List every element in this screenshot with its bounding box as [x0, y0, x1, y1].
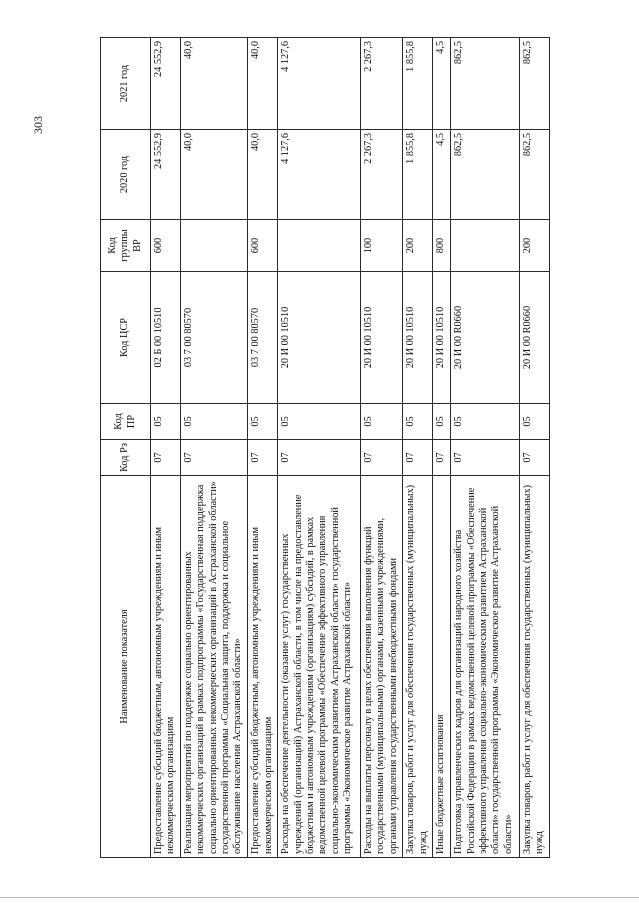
row-rz: 07	[433, 440, 451, 476]
row-vr: 200	[520, 220, 550, 272]
row-csr: 20 И 00 R0660	[520, 272, 550, 404]
table-row	[151, 38, 181, 858]
row-2020: 2 267,3	[361, 130, 403, 220]
row-name: Закупка товаров, работ и услуг для обеспечения государственных (муниципальных) нужд	[403, 476, 433, 858]
row-name: Предоставление субсидий бюджетным, автономным учреждениям и иным некоммерческим организациям	[151, 476, 181, 858]
row-csr: 20 И 00 10510	[433, 272, 451, 404]
row-rz: 07	[278, 440, 361, 476]
row-rz: 07	[151, 440, 181, 476]
row-csr: 20 И 00 10510	[403, 272, 433, 404]
table-row	[451, 38, 520, 858]
row-vr: 600	[151, 220, 181, 272]
row-rz: 07	[451, 440, 520, 476]
header-2020: 2020 год	[101, 130, 151, 220]
row-pr: 05	[248, 404, 278, 440]
scan-edge-line	[0, 897, 639, 898]
row-vr	[278, 220, 361, 272]
row-2020: 1 855,8	[403, 130, 433, 220]
row-vr: 200	[403, 220, 433, 272]
row-2020: 40,0	[248, 130, 278, 220]
row-csr: 20 И 00 10510	[361, 272, 403, 404]
table-row	[403, 38, 433, 858]
row-csr: 20 И 00 10510	[278, 272, 361, 404]
row-2021: 24 552,9	[151, 38, 181, 130]
table-header-row	[101, 38, 151, 858]
row-2020: 4 127,6	[278, 130, 361, 220]
page-number: 303	[31, 116, 45, 134]
row-2021: 40,0	[180, 38, 248, 130]
table-row	[180, 38, 248, 858]
header-pr: Код ПР	[101, 404, 151, 440]
table-row	[361, 38, 403, 858]
table-row	[278, 38, 361, 858]
row-pr: 05	[451, 404, 520, 440]
budget-table	[100, 37, 550, 858]
row-pr: 05	[278, 404, 361, 440]
row-csr: 03 7 00 80570	[180, 272, 248, 404]
row-vr: 800	[433, 220, 451, 272]
row-2021: 862,5	[520, 38, 550, 130]
row-name: Расходы на выплаты персоналу в целях обеспечения выполнения функций государственными (муниципальными) органами, казенными учреждениями, органами управления государственными внебюджетными фондами	[361, 476, 403, 858]
row-csr: 03 7 00 80570	[248, 272, 278, 404]
table-row	[433, 38, 451, 858]
row-pr: 05	[433, 404, 451, 440]
row-2020: 24 552,9	[151, 130, 181, 220]
row-2021: 862,5	[451, 38, 520, 130]
row-2020: 40,0	[180, 130, 248, 220]
row-name: Иные бюджетные ассигнования	[433, 476, 451, 858]
row-rz: 07	[520, 440, 550, 476]
row-2021: 2 267,3	[361, 38, 403, 130]
row-rz: 07	[361, 440, 403, 476]
row-pr: 05	[520, 404, 550, 440]
row-rz: 07	[248, 440, 278, 476]
header-2021: 2021 год	[101, 38, 151, 130]
row-vr: 600	[248, 220, 278, 272]
row-2020: 4,5	[433, 130, 451, 220]
row-2021: 1 855,8	[403, 38, 433, 130]
header-csr: Код ЦСР	[101, 272, 151, 404]
header-rz: Код Рз	[101, 440, 151, 476]
row-rz: 07	[180, 440, 248, 476]
header-name: Наименование показателя	[101, 476, 151, 858]
row-csr: 20 И 00 R0660	[451, 272, 520, 404]
row-vr	[451, 220, 520, 272]
table-row	[520, 38, 550, 858]
row-2021: 40,0	[248, 38, 278, 130]
row-vr	[180, 220, 248, 272]
row-name: Подготовка управленческих кадров для организаций народного хозяйства Российской Федерации в рамках ведомственной целевой программы «Обеспечение эффективного управления социально-экономическим развитием Астраханской области» государственной программы «Экономическое развитие Астраханской области»	[451, 476, 520, 858]
row-pr: 05	[151, 404, 181, 440]
header-vr: Код группы ВР	[101, 220, 151, 272]
row-name: Расходы на обеспечение деятельности (оказание услуг) государственных учреждений (организаций) Астраханской области, в том числе на предоставление бюджетным и автономным учреждениям (организациям) субсидий, в рамках ведомственной целевой программы «Обеспечение эффективного управления социально-экономическим развитием Астраханской области» государственной программы «Экономическое развитие Астраханской области»	[278, 476, 361, 858]
row-2021: 4 127,6	[278, 38, 361, 130]
row-2020: 862,5	[451, 130, 520, 220]
row-pr: 05	[180, 404, 248, 440]
row-2020: 862,5	[520, 130, 550, 220]
row-name: Закупка товаров, работ и услуг для обеспечения государственных (муниципальных) нужд	[520, 476, 550, 858]
row-2021: 4,5	[433, 38, 451, 130]
budget-table-wrapper	[100, 38, 550, 858]
row-vr: 100	[361, 220, 403, 272]
row-pr: 05	[361, 404, 403, 440]
row-name: Предоставление субсидий бюджетным, автономным учреждениям и иным некоммерческим организациям	[248, 476, 278, 858]
row-name: Реализация мероприятий по поддержке социально ориентированных некоммерческих организаций в рамках подпрограммы «Государственная поддержка социально ориентированных некоммерческих организаций в Астраханской области» государственной программы «Социальная защита, поддержка и социальное обслуживание населения Астраханской области»	[180, 476, 248, 858]
row-csr: 02 Б 00 10510	[151, 272, 181, 404]
row-pr: 05	[403, 404, 433, 440]
table-row	[248, 38, 278, 858]
row-rz: 07	[403, 440, 433, 476]
